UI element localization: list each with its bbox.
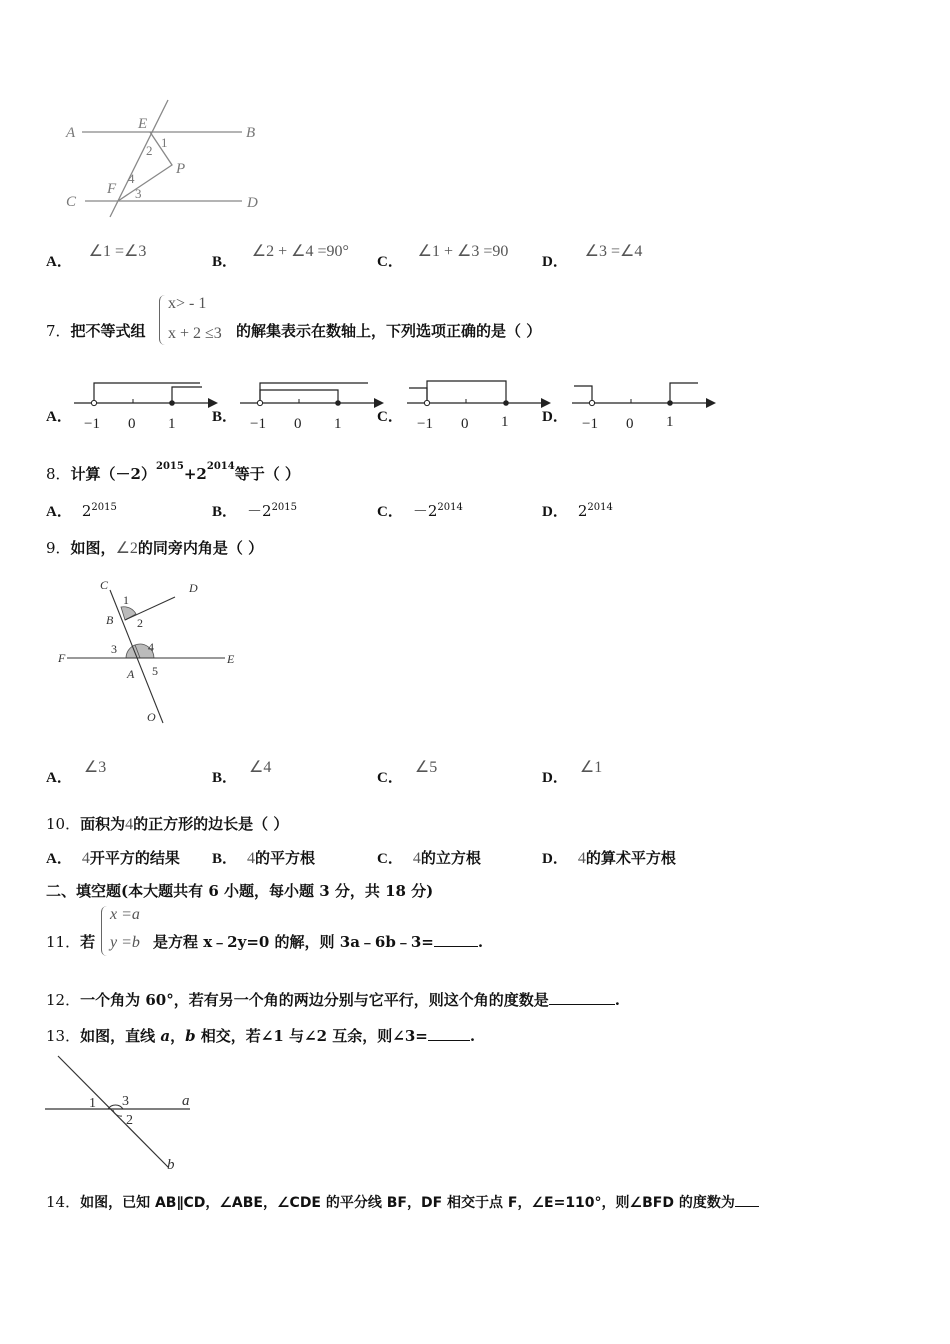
q13-b: b bbox=[185, 1027, 196, 1045]
option-text: ∠4 bbox=[249, 759, 272, 776]
closed-dot bbox=[667, 400, 673, 406]
q8-stem bbox=[46, 463, 300, 484]
q11-end: . bbox=[477, 933, 484, 951]
question-number: 12． bbox=[46, 991, 81, 1009]
open-dot bbox=[424, 400, 429, 405]
q10-four: 4 bbox=[125, 816, 134, 833]
option-text: ∠1 bbox=[579, 759, 603, 776]
q10-option-a[interactable] bbox=[46, 847, 180, 868]
label-O: O bbox=[147, 710, 156, 724]
question-number: 8． bbox=[46, 465, 71, 483]
label-4: 4 bbox=[128, 171, 135, 186]
tick-1: 1 bbox=[666, 414, 674, 430]
ray-left bbox=[574, 386, 592, 403]
q6-option-a[interactable] bbox=[46, 240, 147, 270]
q7-post: 的解集表示在数轴上，下列选项正确的是（ ） bbox=[236, 322, 542, 340]
option-base: －2 bbox=[412, 502, 438, 520]
tick-neg1: −1 bbox=[417, 416, 433, 432]
q14-stem bbox=[46, 1191, 759, 1212]
option-label: B． bbox=[212, 254, 238, 270]
option-label: A． bbox=[46, 851, 72, 867]
option-text: ∠5 bbox=[414, 759, 438, 776]
tick-0: 0 bbox=[626, 416, 634, 432]
q8-option-c[interactable] bbox=[377, 500, 463, 521]
open-dot bbox=[257, 400, 262, 405]
tick-1: 1 bbox=[501, 414, 509, 430]
q12-stem bbox=[46, 989, 620, 1010]
q6-option-d[interactable] bbox=[542, 240, 643, 270]
label-B: B bbox=[106, 613, 114, 627]
label-D: D bbox=[247, 195, 258, 211]
option-base: 2 bbox=[81, 502, 92, 520]
option-num: 4 bbox=[412, 850, 421, 867]
q7-option-b[interactable] bbox=[212, 405, 237, 426]
label-E: E bbox=[138, 116, 148, 132]
q13-end: . bbox=[469, 1027, 476, 1045]
ray-right bbox=[172, 387, 202, 403]
option-label: C． bbox=[377, 770, 403, 786]
q12-text: 一个角为 60°，若有另一个角的两边分别与它平行，则这个角的度数是 bbox=[80, 991, 549, 1009]
option-label: A． bbox=[46, 770, 72, 786]
label-E: E bbox=[227, 652, 235, 666]
q6-option-b[interactable] bbox=[212, 240, 349, 270]
option-label: B． bbox=[212, 409, 238, 425]
option-label: A． bbox=[46, 504, 72, 520]
q13-figure bbox=[40, 1050, 205, 1175]
q10-stem bbox=[46, 813, 288, 834]
q9-option-c[interactable] bbox=[377, 756, 438, 786]
label-2: 2 bbox=[126, 1113, 133, 1128]
q9-angle: ∠2 bbox=[115, 540, 138, 557]
option-label: D． bbox=[542, 504, 568, 520]
option-label: B． bbox=[212, 851, 238, 867]
label-3: 3 bbox=[122, 1094, 129, 1109]
answer-blank[interactable] bbox=[434, 946, 478, 947]
q9-pre: 如图， bbox=[70, 539, 116, 557]
q8-option-d[interactable] bbox=[542, 500, 613, 521]
label-4: 4 bbox=[148, 640, 154, 654]
question-number: 10． bbox=[46, 815, 81, 833]
option-text: 的算术平方根 bbox=[585, 849, 676, 867]
label-2: 2 bbox=[137, 616, 143, 630]
q7-option-d[interactable] bbox=[542, 405, 568, 426]
label-B: B bbox=[246, 125, 256, 141]
label-1: 1 bbox=[89, 1096, 96, 1111]
q7-stem bbox=[46, 320, 146, 341]
option-text: 的立方根 bbox=[420, 849, 481, 867]
option-num: 4 bbox=[247, 850, 256, 867]
closed-dot bbox=[169, 400, 175, 406]
label-1: 1 bbox=[123, 593, 129, 607]
label-F: F bbox=[58, 651, 66, 665]
option-label: B． bbox=[212, 770, 238, 786]
option-label: D． bbox=[542, 770, 568, 786]
tick-0: 0 bbox=[294, 416, 302, 432]
option-exp: 2015 bbox=[91, 502, 117, 513]
question-number: 9． bbox=[46, 539, 71, 557]
q8-option-b[interactable] bbox=[212, 500, 297, 521]
section-heading: 二、填空题(本大题共有 6 小题，每小题 3 分，共 18 分) bbox=[46, 882, 434, 900]
q12-end: . bbox=[614, 991, 620, 1009]
label-D: D bbox=[189, 581, 198, 595]
label-a: a bbox=[182, 1093, 190, 1109]
option-text: ∠1 + ∠3 =90 bbox=[417, 243, 509, 260]
ray-left bbox=[94, 383, 200, 403]
question-number: 7． bbox=[46, 322, 71, 340]
closed-dot bbox=[503, 400, 509, 406]
label-C: C bbox=[66, 194, 77, 210]
question-number: 11． bbox=[46, 933, 81, 951]
option-label: B． bbox=[212, 504, 238, 520]
option-num: 4 bbox=[577, 850, 586, 867]
label-3: 3 bbox=[111, 642, 117, 656]
option-text: ∠3 bbox=[83, 759, 107, 776]
q7-brace bbox=[159, 295, 166, 345]
q13-a: a bbox=[160, 1027, 171, 1045]
q11-post bbox=[153, 931, 483, 952]
q9-option-a[interactable] bbox=[46, 756, 107, 786]
q9-option-d[interactable] bbox=[542, 756, 603, 786]
option-exp: 2014 bbox=[437, 502, 463, 513]
q8-exp2: 2014 bbox=[206, 461, 235, 472]
ray-left bbox=[409, 388, 427, 403]
option-text: 开平方的结果 bbox=[89, 849, 180, 867]
q9-figure bbox=[55, 575, 245, 730]
q10-option-d[interactable] bbox=[542, 847, 676, 868]
option-label: A． bbox=[46, 409, 72, 425]
q7-pre: 把不等式组 bbox=[70, 322, 146, 340]
q13-stem bbox=[46, 1025, 475, 1046]
tick-neg1: −1 bbox=[250, 416, 266, 432]
q6-figure bbox=[60, 95, 270, 225]
line-co bbox=[110, 590, 163, 723]
label-P: P bbox=[176, 161, 186, 177]
label-2: 2 bbox=[146, 143, 153, 158]
q7-numberline-a bbox=[70, 378, 220, 436]
label-1: 1 bbox=[161, 135, 168, 150]
q7-numberline-d bbox=[568, 378, 718, 436]
answer-blank[interactable] bbox=[549, 1004, 615, 1005]
q11-brace bbox=[101, 906, 108, 956]
open-dot bbox=[589, 400, 594, 405]
q13-pre: 如图，直线 bbox=[80, 1027, 161, 1045]
q10-pre: 面积为 bbox=[80, 815, 126, 833]
label-C: C bbox=[100, 578, 109, 592]
open-dot bbox=[91, 400, 96, 405]
answer-blank[interactable] bbox=[735, 1206, 759, 1207]
option-text: 的平方根 bbox=[255, 849, 316, 867]
tick-1: 1 bbox=[334, 416, 342, 432]
option-text: ∠3 =∠4 bbox=[584, 243, 643, 260]
option-label: A． bbox=[46, 254, 72, 270]
q9-option-b[interactable] bbox=[212, 756, 272, 786]
tick-neg1: −1 bbox=[84, 416, 100, 432]
question-number: 14． bbox=[46, 1193, 81, 1211]
q9-stem bbox=[46, 537, 263, 558]
q8-post: 等于（ ） bbox=[234, 465, 300, 483]
q7-option-a[interactable] bbox=[46, 405, 72, 426]
q6-option-c[interactable] bbox=[377, 240, 509, 270]
tick-0: 0 bbox=[461, 416, 469, 432]
line-bd bbox=[125, 597, 175, 620]
q8-mid: +2 bbox=[183, 465, 207, 483]
ray-outer bbox=[260, 383, 368, 403]
q10-option-c[interactable] bbox=[377, 847, 481, 868]
label-3: 3 bbox=[135, 186, 142, 201]
option-base: －2 bbox=[247, 502, 272, 520]
q13-post: 相交，若∠1 与∠2 互余，则∠3= bbox=[195, 1027, 428, 1045]
tick-0: 0 bbox=[128, 416, 136, 432]
answer-blank[interactable] bbox=[428, 1040, 470, 1041]
option-label: C． bbox=[377, 504, 403, 520]
q7-numberline-c bbox=[403, 376, 553, 434]
option-base: 2 bbox=[577, 502, 588, 520]
q11-pre: 若 bbox=[80, 933, 96, 951]
q8-pre: 计算（－2） bbox=[70, 465, 156, 483]
option-label: C． bbox=[377, 851, 403, 867]
tick-1: 1 bbox=[168, 416, 176, 432]
tick-neg1: −1 bbox=[582, 416, 598, 432]
q14-text: 如图，已知 AB∥CD，∠ABE，∠CDE 的平分线 BF，DF 相交于点 F，∠E=110°，则∠BFD 的度数为 bbox=[80, 1195, 735, 1211]
option-text: ∠2 + ∠4 =90° bbox=[251, 243, 349, 260]
q7-system-line2: x + 2 ≤3 bbox=[168, 325, 222, 342]
option-label: D． bbox=[542, 254, 568, 270]
label-5: 5 bbox=[152, 664, 158, 678]
option-label: C． bbox=[377, 409, 403, 425]
option-exp: 2015 bbox=[271, 502, 298, 513]
q11-stem bbox=[46, 931, 95, 952]
label-A: A bbox=[66, 125, 76, 141]
label-b: b bbox=[167, 1157, 175, 1173]
option-exp: 2014 bbox=[587, 502, 613, 513]
q8-exp1: 2015 bbox=[156, 461, 184, 472]
label-F: F bbox=[107, 181, 117, 197]
q11-system-line2: y =b bbox=[110, 934, 140, 951]
ray-right bbox=[670, 383, 698, 403]
option-num: 4 bbox=[81, 850, 90, 867]
q11-system-line1: x =a bbox=[110, 906, 140, 923]
option-text: ∠1 =∠3 bbox=[88, 243, 147, 260]
label-A: A bbox=[127, 667, 135, 681]
q11-text: 是方程 x﹣2y=0 的解，则 3a﹣6b﹣3= bbox=[153, 933, 434, 951]
option-label: C． bbox=[377, 254, 403, 270]
q13-comma: ， bbox=[170, 1027, 186, 1045]
option-label: D． bbox=[542, 409, 568, 425]
closed-dot bbox=[335, 400, 341, 406]
question-number: 13． bbox=[46, 1027, 81, 1045]
q7-system-line1: x> - 1 bbox=[168, 295, 207, 312]
q10-option-b[interactable] bbox=[212, 847, 315, 868]
option-label: D． bbox=[542, 851, 568, 867]
q7-option-c[interactable] bbox=[377, 405, 403, 426]
q10-post: 的正方形的边长是（ ） bbox=[133, 815, 289, 833]
q8-option-a[interactable] bbox=[46, 500, 117, 521]
q7-numberline-b bbox=[236, 378, 386, 436]
q9-post: 的同旁内角是（ ） bbox=[137, 539, 264, 557]
